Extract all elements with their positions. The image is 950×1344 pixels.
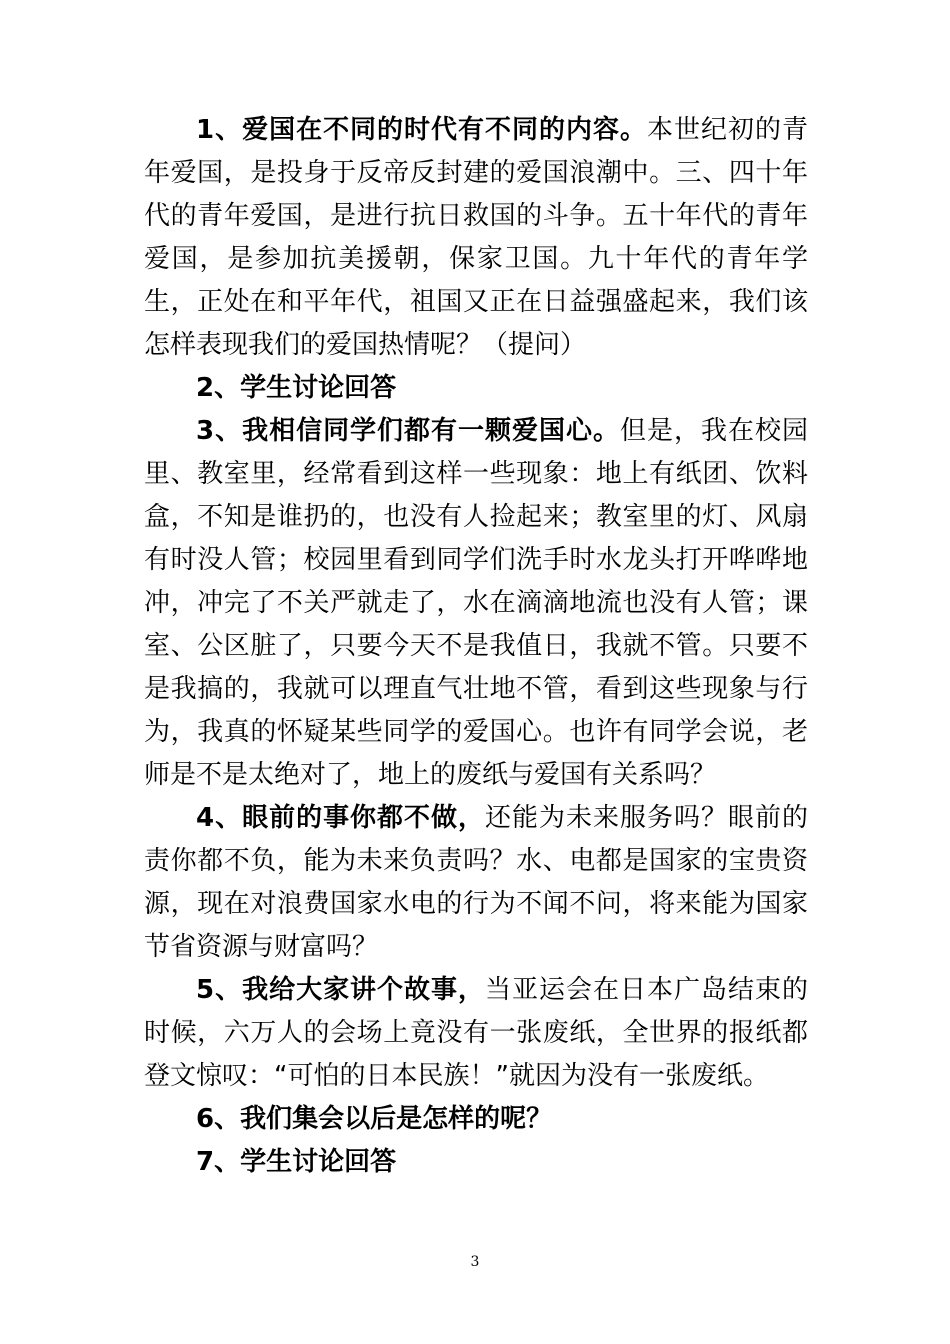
- paragraph-6: [144, 1098, 808, 1141]
- paragraph-7-lead: 7、学生讨论回答: [196, 1147, 397, 1177]
- paragraph-3: [144, 410, 808, 797]
- paragraph-3-lead: 3、我相信同学们都有一颗爱国心。: [196, 416, 621, 446]
- paragraph-4-lead: 4、眼前的事你都不做，: [196, 803, 486, 833]
- paragraph-5: [144, 969, 808, 1098]
- paragraph-2-lead: 2、学生讨论回答: [196, 373, 397, 403]
- paragraph-4: [144, 797, 808, 969]
- paragraph-6-lead: 6、我们集会以后是怎样的呢？: [196, 1104, 553, 1134]
- paragraph-1-lead: 1、爱国在不同的时代有不同的内容。: [196, 115, 648, 145]
- document-body: [144, 109, 808, 1184]
- page-number: 3: [470, 1254, 480, 1270]
- paragraph-1-text: 本世纪初的青年爱国，是投身于反帝反封建的爱国浪潮中。三、四十年代的青年爱国，是进行抗日救国的斗争。五十年代的青年爱国，是参加抗美援朝，保家卫国。九十年代的青年学生，正处在和平年代，祖国又正在日益强盛起来，我们该怎样表现我们的爱国热情呢？（提问）: [144, 115, 808, 360]
- paragraph-7: [144, 1141, 808, 1184]
- paragraph-5-text: 当亚运会在日本广岛结束的时候，六万人的会场上竟没有一张废纸，全世界的报纸都登文惊叹：“可怕的日本民族！”就因为没有一张废纸。: [144, 975, 808, 1091]
- paragraph-2: [144, 367, 808, 410]
- paragraph-4-text: 还能为未来服务吗？眼前的责你都不负，能为未来负责吗？水、电都是国家的宝贵资源，现在对浪费国家水电的行为不闻不问，将来能为国家节省资源与财富吗？: [144, 803, 808, 962]
- paragraph-1: [144, 109, 808, 367]
- paragraph-5-lead: 5、我给大家讲个故事，: [196, 975, 486, 1005]
- paragraph-3-text: 但是，我在校园里、教室里，经常看到这样一些现象：地上有纸团、饮料盒，不知是谁扔的，也没有人捡起来；教室里的灯、风扇有时没人管；校园里看到同学们洗手时水龙头打开哗哗地冲，冲完了不关严就走了，水在滴滴地流也没有人管；课室、公区脏了，只要今天不是我值日，我就不管。只要不是我搞的，我就可以理直气壮地不管，看到这些现象与行为，我真的怀疑某些同学的爱国心。也许有同学会说，老师是不是太绝对了，地上的废纸与爱国有关系吗？: [144, 416, 808, 790]
